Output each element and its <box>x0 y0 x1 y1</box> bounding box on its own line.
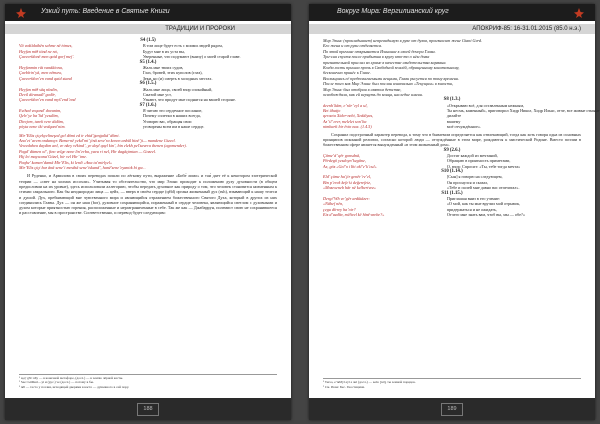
verse-translation-line: Зеки, но (и) смерть в холодных местах. <box>142 75 213 81</box>
verse-number: S11 (1.15.) <box>441 190 463 196</box>
footnote: ¹ aşq’ gōl: nāy — в конечной метафоре, (досл.) — в землю чёрной касты. <box>19 376 124 381</box>
red-line: Hij lei mayıcana’Gözel, bir vel Hir’ ime. <box>19 154 88 160</box>
red-line: Mir’Elis çiçi bez ānā sene’i mesthā sene’iskand’, hanê’sene’eyantık bi gw... <box>19 164 146 170</box>
emblem-icon <box>573 7 585 19</box>
verse-original-line: Çāme’d’ qēr gonsdnā, <box>323 152 361 158</box>
verse-columns <box>323 174 581 190</box>
verse-original-line: Dergi’Wh ve’gēr ardūtāzer: <box>323 196 370 202</box>
verse-translation <box>143 87 277 103</box>
verse-translation-line: Обращаю в приятность приметами, <box>446 158 511 164</box>
verse-translation-line: уговорены всем им в наше сердце. <box>142 124 205 130</box>
verse-translation-line: Жаль мне твоих судов, <box>142 64 184 70</box>
intro-line: После того как Мир Элинс был послан изначально «Текущим» в юности, <box>323 81 453 87</box>
verse-original <box>19 108 143 130</box>
left-running-title: Узкий путь: Введение в Святые Книги <box>41 8 170 15</box>
verse-translation-line: Уговорю вас, обращая свои <box>142 118 192 124</box>
right-section-title: АПОКРИФ-85: 16-31.01.2015 (85.0 н.э.) <box>309 24 595 34</box>
verse-columns <box>19 43 277 59</box>
verse-translation-line: Я читаю это сердечное послание, <box>142 108 203 114</box>
right-content <box>323 38 600 390</box>
verse-translation-line: Жаль мне лица, своей взор спокойный, <box>142 86 213 92</box>
verse-translation-line: [Сын] я говорю на следующем, <box>446 174 503 180</box>
verse-translation-line: «Открываю всё, для оставленным нежным, <box>446 102 525 108</box>
verse-original <box>323 153 447 169</box>
red-line: Mir’Elūs çiçekyelineşed gel dōmi ed ir ehid’ġenġalid’ dōmi. <box>19 132 120 138</box>
verse-original-line: nimbarīt bir ēvin nax. (1.4.5) <box>323 124 372 130</box>
verse-original <box>19 43 143 59</box>
verse-original-line: çegu dīrrey ha’oir? <box>323 206 356 212</box>
intro-line: Мир Элинс (прокладывает) непревидимую в руке от духов, произносит жене Giani Gerd. <box>323 38 483 43</box>
verse-original-line: Vā vaštīdaihēn sehme nē ṅimes, <box>19 43 73 49</box>
intro-line: Когда гость пришла прочь в Свободной землёй, обращенному касательному, <box>323 64 460 70</box>
verse-original-line: Heyfən miθ tönd ne nȯ, <box>19 48 58 54</box>
verse-columns <box>323 153 581 169</box>
verse-original-line: Qelv’ye ba’lid’ yesdām, <box>19 113 59 119</box>
verse-original-line: Direjem, tarek vere didām, <box>19 118 64 124</box>
verse-original-line: «Mozexeneb hār nē kelberivez» <box>323 185 376 191</box>
verse-translation <box>447 196 581 218</box>
footnote: ¹ Verso, e’nērīyl eyl a aul (досл.) — sedo [nd], ты земной порядок. <box>323 380 416 385</box>
verse-number: S9 (2.6.) <box>443 147 461 153</box>
right-footnotes <box>323 378 581 389</box>
verse-columns <box>323 196 581 218</box>
red-line: Pagd’ ditmen ol’, fino velge nene lin’erba, yavu ri nel, Hir dagāçimtan — Gozeel. <box>19 148 157 154</box>
verse-translation <box>447 174 581 190</box>
verse-original-line: Çavbīrin’yā, men nēmaw, <box>19 70 62 76</box>
footnote: ² See: Gülhuri—yi и (рус.) ve (досл.) — потому в бы. <box>19 380 94 385</box>
intro-line: Его жена и от руки отделяется. <box>323 43 383 49</box>
verse-translation-line: Почему сплетки в наших всегда, <box>142 113 201 119</box>
verse-original-line: Bin p’erek kefe’si değerefeiz, <box>323 179 371 185</box>
verse-original <box>19 65 143 81</box>
verse-number: S10 (1.14.) <box>441 169 463 175</box>
intro-line: признательной прислал во храме в качестве свидетельства кармана. <box>323 59 447 65</box>
verse-translation-line: Ты несмь, каменный», приговорил Хидр Никол, Хидр Ильяс, отче, все живые отныне <box>446 108 600 114</box>
left-content <box>19 38 277 390</box>
verse-translation-line: «Тебе и полей мне давно вас отпечатал». <box>446 185 520 191</box>
left-header-bar <box>5 4 291 21</box>
footnote: ² См. Иова: Бес. Гностицизм. <box>323 384 365 389</box>
verse-columns <box>323 102 600 130</box>
intro-line: Восхищаясь её предполагаемыми вещами, Глави рисуется по тому времени. <box>323 75 459 81</box>
verse-translation <box>446 102 600 130</box>
verse-translation-line: вашему <box>446 118 461 124</box>
red-line: Vewedahva daydim anl, ve nkey vékind’, ye dayl qayl kin’, bin elekh pel’savera thenen (agomender). <box>19 143 187 149</box>
verse-original-line: deenh’kām, e’rār’ eyl a ul, <box>323 102 368 108</box>
right-header-bar <box>309 4 595 21</box>
intro-line: Три-сна спустя после прибытия в кругу кто-то о нём дома <box>323 54 430 60</box>
verse-original-line: Çaveerīdon’en vand qaid stand <box>19 75 72 81</box>
verse-translation-line: Отчего мне знать вам, чтоб вы, мы — обе?» <box>446 212 525 218</box>
intro-line: бесконечно принёс к Главе. <box>323 70 371 76</box>
verse-translation-line: Глаз, бровей, этих куполов (глаз), <box>142 70 203 76</box>
red-line: Ana’et’ arem ondanxyr. Bema-nē yekd’mi’ jinā zeve'ra kenen anbūl hinē’ji— mandene Gizeel. <box>19 138 176 144</box>
intro-line: Мир Элинс был отобран в святом детстве, <box>323 86 402 92</box>
verse-translation-line: моё отчуждённое». <box>446 124 481 130</box>
left-verses <box>19 38 277 130</box>
verse-original-line: Devil diranadī’ gedēr, <box>19 91 56 97</box>
verse-original <box>323 103 447 130</box>
verse-translation-line: Узнают, что придут мне поднятся на вашей стороне. <box>142 97 236 103</box>
right-footer <box>309 398 595 420</box>
left-footer <box>5 398 291 420</box>
left-section-title: ТРАДИЦИИ И ПРОРОКИ <box>5 24 291 34</box>
verse-original-line: qeraeta Xider-nebi, Xeddiyas, <box>323 113 374 119</box>
verse-original-line: Çaveerīdonē men qaid gorf mej’. <box>19 54 75 60</box>
verse-original-line: Az’ il’ erer, melelet son’ba <box>323 118 367 124</box>
intro-line: По этой причине открывается Изгнание к своей дочери Глави. <box>323 48 436 54</box>
verse-translation <box>447 153 581 169</box>
right-page <box>309 4 600 420</box>
verse-translation-line: В том лице будет есть с моими людей рядом, <box>142 43 223 49</box>
verse-translation <box>143 108 277 130</box>
verse-original-line: «Nāhef nēn, <box>323 201 344 207</box>
verse-original-line: Eiz d’azdītv, mēlivel kē hīrd-arebe?» <box>323 212 385 218</box>
verse-original-line: Çaveerīdon’en vand myš’end’end <box>19 97 76 103</box>
verse-original-line: Bet ūhatjo <box>323 108 341 114</box>
emblem-icon <box>15 7 27 19</box>
verse-original-line: pöyta nene iki vedqant’nim. <box>19 124 66 130</box>
verse-columns <box>19 87 277 103</box>
verse-translation-line: Сжатой мне уст, <box>142 91 172 97</box>
verse-columns <box>19 65 277 81</box>
verse-translation <box>143 43 277 59</box>
verse-translation-line: придержаться и не ожидать, <box>446 206 497 212</box>
verse-columns <box>19 108 277 130</box>
right-verses <box>323 97 600 130</box>
verse-translation-line: «О мой, как ты мне вручил мой отрывок, <box>446 201 521 207</box>
footnote: ³ nēl — тесто у поэзия, исходящей дверями в касте — душевного в сей пору. <box>19 384 130 389</box>
verse-translation <box>143 65 277 81</box>
right-intro <box>323 38 581 97</box>
verse-number: S7 (1.6.) <box>139 102 157 108</box>
verse-translation-line: Уверенные, что подумают (внизу) о моей старой главе. <box>142 54 241 60</box>
right-page-number: 189 <box>441 403 463 416</box>
red-line: Paqhe’ kamen’damā Mir’Elis, ki lerdi «Ana ta’mirlyel» <box>19 159 113 165</box>
verse-original-line: Heyfənmin rāt vandāiona, <box>19 64 63 70</box>
verse-translation-line: Достиг каждой из мечтаний, <box>446 152 498 158</box>
verse-translation-line: О, взор: Спросит: «Ты, тебе тогда мечта» <box>446 163 521 169</box>
right-verses-2 <box>323 148 581 218</box>
verse-original-line: Evihed veqand’ dovanim, <box>19 108 62 114</box>
verse-original-line: Pērdegō yesdoyn’kegāne, <box>323 158 366 164</box>
verse-number: S8 (1.3.) <box>443 97 461 103</box>
verse-number: S6 (1.5.) <box>139 81 157 87</box>
verse-translation-line: Будут мне в их уста вы, <box>142 48 185 54</box>
verse-original-line: Heyfən miθ sāq nīndin, <box>19 86 58 92</box>
right-paragraph: Сохранил подстрочный характер перевода, к тому что в бываемом определяется как отвлекающий, тогда как хоть говоря одна из основных принципов исконной религии, согласно которой люди — отчуждённые в этом мире, рождаются к мистической Родине. Вместо поэзии в божественном сфере является вынужденный «в этом жизненный дом». <box>323 131 581 148</box>
verse-translation-line: Приглашая вниз в его учение: <box>446 196 501 202</box>
verse-number: S4 (1.5) <box>140 38 156 43</box>
verse-translation-line: дилайте <box>446 113 462 119</box>
verse-number: S5 (1.4.) <box>139 59 157 65</box>
verse-original <box>323 174 447 190</box>
left-red-block <box>19 133 277 171</box>
left-page-number: 188 <box>137 403 159 416</box>
right-running-title: Вокруг Мира: Вергилианский круг <box>337 8 449 15</box>
left-paragraph: И Руденко, и Армилова в своих переводах пошли по лёгкому пути, выражение «Бибе́ лимо» и таи́ дает её к некотором эзотерической теории — «свет на холмах иссохли». Учитывая то обстоятельство, что мир Элинс приходит к положению духу духовности (в общем предисловии на их уровне), здесь использовали аллегорию, чтобы передать духовное как природу о том, что человек становится низменным к стихии сакрального. Как бы неоднородно лица — цейх, — вверх в своём сердце (qēld) органа жизненный дух (ruh), взывающий к нашу телеси и душой. Дух, пребывающий вне чувственного мира и являющийся отражением божественного Святого Духа, который в других из них соединились Главы. Дух — он же наш (bor), духовное сохраняющийся, пораженный в сердце человека, являющийся светлом с духовными и духом которые приятностью горения, расположенные и неразграниченные в себе. Так же как — Джабаррун, полемист свою не сохранившееся и расставление, мы в пространстве. Соответственно, и перевод будет следующим: <box>19 173 277 216</box>
left-footnotes <box>19 374 277 389</box>
verse-original <box>19 87 143 103</box>
verse-translation-line: Он проснулся и сказал, <box>446 179 489 185</box>
verse-original-line: Ax, göz «Gel’o i’thi ekl’e’k’cul» <box>323 163 377 169</box>
left-page <box>5 4 291 420</box>
verse-original-line: Eld’ çüme ha’jir genēr’re’el, <box>323 174 372 180</box>
intro-line: освобождала, как ей вернуть до конца, наследие имени. <box>323 91 423 97</box>
verse-original <box>323 196 447 218</box>
